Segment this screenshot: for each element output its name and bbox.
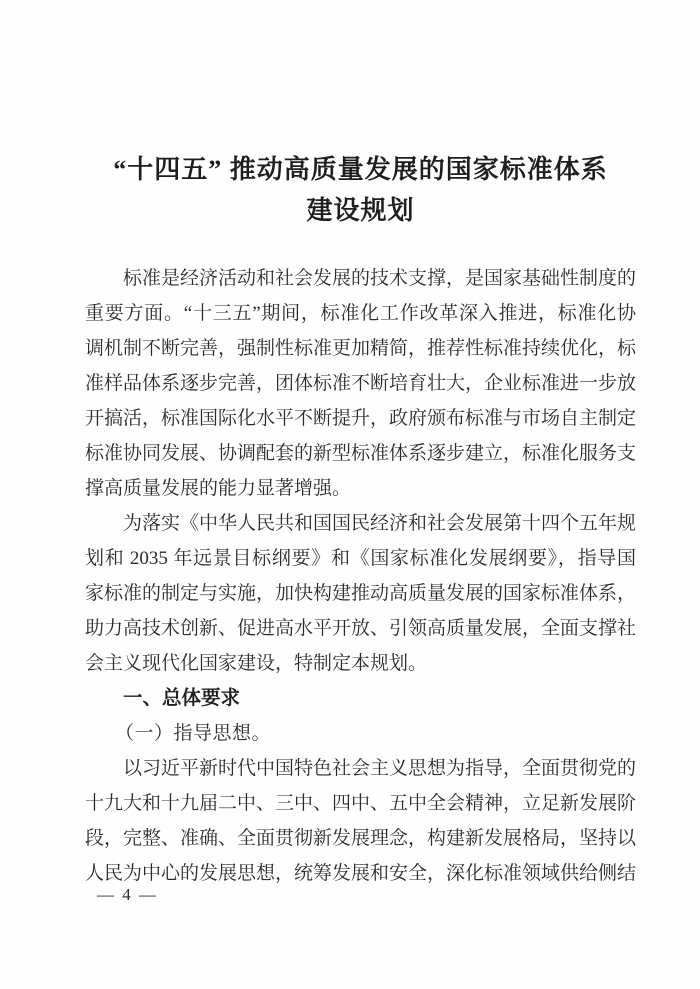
body-line: 撑高质量发展的能力显著增强。	[85, 478, 352, 499]
document-title-line-2: 建设规划	[306, 196, 415, 225]
document-body	[85, 261, 636, 891]
body-line: 段，完整、准确、全面贯彻新发展理念，构建新发展格局，坚持以	[85, 828, 637, 849]
body-line: 以习近平新时代中国特色社会主义思想为指导，全面贯彻党的	[123, 758, 637, 779]
document-title-line-1: “十四五” 推动高质量发展的国家标准体系	[113, 155, 608, 184]
body-line: 标准是经济活动和社会发展的技术支撑，是国家基础性制度的	[123, 268, 637, 289]
paragraph-1	[85, 261, 636, 506]
body-line: 调机制不断完善，强制性标准更加精简，推荐性标准持续优化，标	[85, 338, 637, 359]
body-line: 重要方面。“十三五”期间，标准化工作改革深入推进，标准化协	[85, 303, 636, 324]
body-line: 助力高技术创新、促进高水平开放、引领高质量发展，全面支撑社	[85, 618, 637, 639]
section-heading-1: 一、总体要求	[123, 687, 241, 709]
section-subheading-1: （一）指导思想。	[115, 723, 272, 744]
body-line: 家标准的制定与实施，加快构建推动高质量发展的国家标准体系，	[85, 583, 637, 604]
body-line: 为落实《中华人民共和国国民经济和社会发展第十四个五年规	[123, 513, 637, 534]
body-line: 划和 2035 年远景目标纲要》和《国家标准化发展纲要》，指导国	[85, 548, 636, 569]
body-line: 标准协同发展、协调配套的新型标准体系逐步建立，标准化服务支	[85, 443, 637, 464]
paragraph-3	[85, 751, 636, 891]
page-number: — 4 —	[97, 885, 158, 904]
body-line: 人民为中心的发展思想，统筹发展和安全，深化标准领域供给侧结	[85, 863, 637, 884]
body-line: 十九大和十九届二中、三中、四中、五中全会精神，立足新发展阶	[85, 793, 637, 814]
document-title	[85, 149, 636, 231]
body-line: 开搞活，标准国际化水平不断提升，政府颁布标准与市场自主制定	[85, 408, 637, 429]
paragraph-2	[85, 506, 636, 681]
body-line: 准样品体系逐步完善，团体标准不断培育壮大，企业标准进一步放	[85, 373, 637, 394]
body-line: 会主义现代化国家建设，特制定本规划。	[85, 653, 428, 674]
